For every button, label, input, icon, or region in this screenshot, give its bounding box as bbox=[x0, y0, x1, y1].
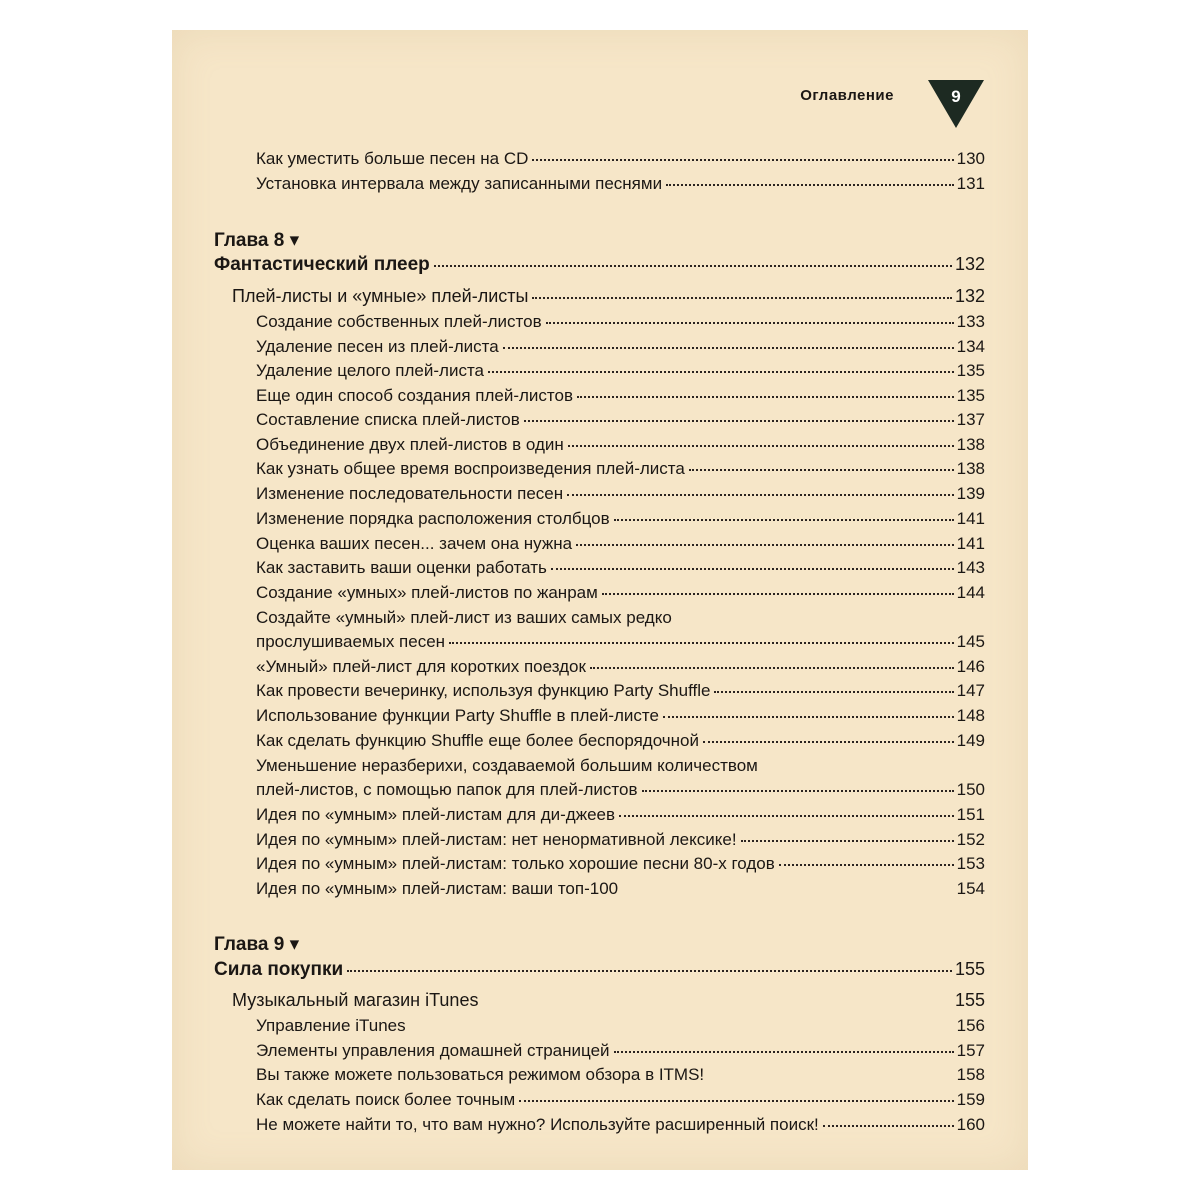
toc-entry[interactable] bbox=[256, 435, 985, 455]
toc-entry-title: Создание «умных» плей-листов по жанрам bbox=[256, 583, 598, 602]
toc-entry-title: Не можете найти то, что вам нужно? Используйте расширенный поиск! bbox=[256, 1115, 819, 1134]
toc-entry-page: 143 bbox=[956, 558, 985, 577]
toc-entry[interactable] bbox=[256, 879, 985, 899]
toc-entry[interactable] bbox=[256, 805, 985, 825]
toc-entry[interactable] bbox=[256, 174, 985, 194]
toc-entry-title: Удаление песен из плей-листа bbox=[256, 337, 499, 356]
toc-entry[interactable] bbox=[256, 731, 985, 751]
toc-entry[interactable] bbox=[256, 410, 985, 430]
toc-entry-page: 141 bbox=[956, 509, 985, 528]
toc-entry[interactable] bbox=[256, 1041, 985, 1061]
dot-leader bbox=[503, 346, 954, 349]
toc-entry-title: Как провести вечеринку, используя функцию Party Shuffle bbox=[256, 681, 711, 700]
toc-entry-title: «Умный» плей-лист для коротких поездок bbox=[256, 657, 586, 676]
toc-entry[interactable] bbox=[256, 657, 985, 677]
dot-leader bbox=[663, 715, 954, 718]
toc-entry[interactable] bbox=[256, 1115, 985, 1135]
dot-leader bbox=[823, 1124, 954, 1127]
toc-entry-title: Еще один способ создания плей-листов bbox=[256, 386, 573, 405]
toc-entry-title: Как сделать поиск более точным bbox=[256, 1090, 516, 1109]
toc-entry[interactable] bbox=[256, 361, 985, 381]
dot-leader bbox=[532, 158, 953, 161]
toc-entry-page: 132 bbox=[954, 254, 985, 274]
dot-leader bbox=[614, 518, 954, 521]
toc-entry[interactable] bbox=[256, 149, 985, 169]
dot-leader bbox=[519, 1099, 953, 1102]
dot-leader bbox=[666, 183, 954, 186]
dot-leader bbox=[714, 690, 953, 693]
toc-entry-title: Как уместить больше песен на CD bbox=[256, 149, 529, 168]
dot-leader bbox=[576, 543, 954, 546]
toc-entry-page: 157 bbox=[956, 1041, 985, 1060]
page-number: 9 bbox=[951, 87, 961, 106]
toc-entry-title-line2: плей-листов, с помощью папок для плей-листов bbox=[256, 780, 638, 799]
dot-leader bbox=[622, 888, 954, 891]
dot-leader bbox=[546, 321, 954, 324]
toc-entry-page: 134 bbox=[956, 337, 985, 356]
toc-entry-page: 154 bbox=[956, 879, 985, 898]
toc-entry-page: 158 bbox=[956, 1065, 985, 1084]
dot-leader bbox=[567, 493, 953, 496]
toc-entry-page: 155 bbox=[954, 959, 985, 979]
toc-entry-page: 132 bbox=[954, 286, 985, 306]
toc-entry[interactable] bbox=[256, 1065, 985, 1085]
toc-entry[interactable] bbox=[256, 459, 985, 479]
toc-entry-page: 159 bbox=[956, 1090, 985, 1109]
dot-leader bbox=[602, 592, 954, 595]
toc-entry-page: 146 bbox=[956, 657, 985, 676]
toc-entry-title-line1: Уменьшение неразберихи, создаваемой большим количеством bbox=[256, 756, 758, 775]
toc-entry-page: 133 bbox=[956, 312, 985, 331]
dot-leader bbox=[590, 666, 954, 669]
toc-entry-page: 141 bbox=[956, 534, 985, 553]
toc-entry[interactable] bbox=[256, 558, 985, 578]
section-title: Плей-листы и «умные» плей-листы bbox=[232, 286, 529, 306]
toc-entry[interactable] bbox=[256, 681, 985, 701]
toc-entry-title: Объединение двух плей-листов в один bbox=[256, 435, 564, 454]
toc-entry-page: 151 bbox=[956, 805, 985, 824]
toc-entry[interactable] bbox=[256, 830, 985, 850]
toc-entry[interactable] bbox=[256, 1016, 985, 1036]
dot-leader bbox=[434, 264, 952, 267]
table-of-contents bbox=[172, 30, 1028, 1170]
toc-entry[interactable] bbox=[256, 484, 985, 504]
toc-entry-page: 145 bbox=[956, 632, 985, 651]
dot-leader bbox=[689, 468, 954, 471]
section-entry[interactable] bbox=[232, 990, 985, 1011]
toc-entry-page: 135 bbox=[956, 386, 985, 405]
toc-entry-page: 138 bbox=[956, 459, 985, 478]
dot-leader bbox=[410, 1025, 954, 1028]
dot-leader bbox=[347, 969, 952, 972]
toc-entry[interactable] bbox=[256, 509, 985, 529]
toc-entry-title: Идея по «умным» плей-листам: только хорошие песни 80-х годов bbox=[256, 854, 775, 873]
toc-entry[interactable] bbox=[256, 780, 985, 800]
toc-entry-title-line1: Создайте «умный» плей-лист из ваших самых редко bbox=[256, 608, 672, 627]
toc-entry-title: Идея по «умным» плей-листам для ди-джеев bbox=[256, 805, 616, 824]
toc-entry[interactable] bbox=[256, 386, 985, 406]
toc-entry-page: 138 bbox=[956, 435, 985, 454]
toc-entry[interactable] bbox=[256, 534, 985, 554]
chapter-8-title-entry[interactable] bbox=[214, 254, 985, 276]
toc-entry[interactable] bbox=[256, 312, 985, 332]
toc-entry-page: 130 bbox=[956, 149, 985, 168]
dot-leader bbox=[482, 1000, 951, 1003]
dot-leader bbox=[568, 444, 954, 447]
book-page bbox=[172, 30, 1028, 1170]
toc-entry[interactable] bbox=[256, 706, 985, 726]
running-header-title: Оглавление bbox=[800, 87, 894, 104]
dot-leader bbox=[449, 641, 954, 644]
dot-leader bbox=[524, 419, 954, 422]
toc-entry-title: Установка интервала между записанными песнями bbox=[256, 174, 663, 193]
toc-entry-title: Изменение порядка расположения столбцов bbox=[256, 509, 610, 528]
toc-entry-page: 131 bbox=[956, 174, 985, 193]
toc-entry[interactable] bbox=[256, 583, 985, 603]
dot-leader bbox=[488, 370, 954, 373]
toc-entry-page: 144 bbox=[956, 583, 985, 602]
toc-entry[interactable] bbox=[256, 337, 985, 357]
toc-entry-title: Вы также можете пользоваться режимом обзора в ITMS! bbox=[256, 1065, 705, 1084]
section-entry[interactable] bbox=[232, 286, 985, 307]
chapter-9-heading: Глава 9 ▾ bbox=[214, 934, 300, 955]
toc-entry-page: 156 bbox=[956, 1016, 985, 1035]
section-title: Музыкальный магазин iTunes bbox=[232, 990, 479, 1010]
toc-entry-title: Как заставить ваши оценки работать bbox=[256, 558, 547, 577]
toc-entry-title: Оценка ваших песен... зачем она нужна bbox=[256, 534, 573, 553]
toc-entry-page: 155 bbox=[954, 990, 985, 1010]
toc-entry-page: 160 bbox=[956, 1115, 985, 1134]
toc-entry-title: Как узнать общее время воспроизведения плей-листа bbox=[256, 459, 685, 478]
toc-entry-title: Идея по «умным» плей-листам: нет ненормативной лексике! bbox=[256, 830, 737, 849]
dot-leader bbox=[708, 1074, 953, 1077]
dot-leader bbox=[779, 863, 954, 866]
chapter-8-heading: Глава 8 ▾ bbox=[214, 230, 300, 251]
toc-entry-title: Идея по «умным» плей-листам: ваши топ-100 bbox=[256, 879, 619, 898]
chapter-title: Фантастический плеер bbox=[214, 254, 430, 275]
chapter-9-title-entry[interactable] bbox=[214, 959, 985, 981]
dot-leader bbox=[741, 839, 954, 842]
toc-entry-title: Управление iTunes bbox=[256, 1016, 406, 1035]
toc-entry-page: 137 bbox=[956, 410, 985, 429]
toc-entry-title: Составление списка плей-листов bbox=[256, 410, 520, 429]
dot-leader bbox=[577, 395, 954, 398]
toc-entry-title: Создание собственных плей-листов bbox=[256, 312, 542, 331]
toc-entry-page: 139 bbox=[956, 484, 985, 503]
toc-entry-title: Удаление целого плей-листа bbox=[256, 361, 484, 380]
toc-entry-title-line2: прослушиваемых песен bbox=[256, 632, 446, 651]
dot-leader bbox=[703, 740, 954, 743]
toc-entry-page: 150 bbox=[956, 780, 985, 799]
dot-leader bbox=[619, 814, 954, 817]
dot-leader bbox=[614, 1050, 954, 1053]
toc-entry-page: 149 bbox=[956, 731, 985, 750]
toc-entry-title: Изменение последовательности песен bbox=[256, 484, 564, 503]
dot-leader bbox=[551, 567, 954, 570]
toc-entry-title: Как сделать функцию Shuffle еще более беспорядочной bbox=[256, 731, 699, 750]
toc-entry[interactable] bbox=[256, 1090, 985, 1110]
chapter-title: Сила покупки bbox=[214, 959, 344, 980]
toc-entry-page: 152 bbox=[956, 830, 985, 849]
dot-leader bbox=[642, 789, 954, 792]
toc-entry-title: Элементы управления домашней страницей bbox=[256, 1041, 610, 1060]
toc-entry[interactable] bbox=[256, 632, 985, 652]
toc-entry-page: 147 bbox=[956, 681, 985, 700]
toc-entry[interactable] bbox=[256, 854, 985, 874]
toc-entry-title: Использование функции Party Shuffle в плей-листе bbox=[256, 706, 659, 725]
toc-entry-page: 153 bbox=[956, 854, 985, 873]
toc-entry-page: 135 bbox=[956, 361, 985, 380]
dot-leader bbox=[532, 296, 952, 299]
toc-entry-page: 148 bbox=[956, 706, 985, 725]
